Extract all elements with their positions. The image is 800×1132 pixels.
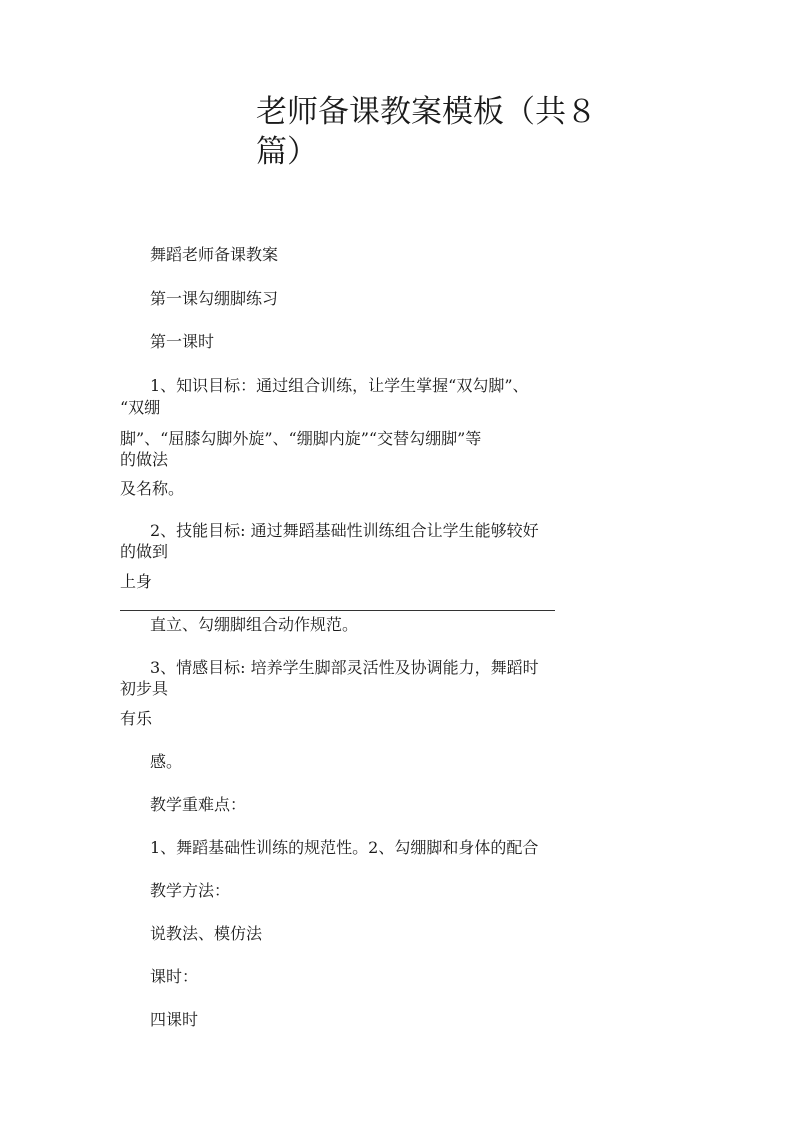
paragraph-knowledge-goal-cont: 的做法: [120, 450, 169, 469]
paragraph-periods: 四课时: [150, 1010, 199, 1029]
paragraph-periods-heading: 课时：: [150, 967, 199, 986]
paragraph-emotion-goal-cont: 初步具: [120, 679, 169, 698]
paragraph-lesson-plan-heading: 舞蹈老师备课教案: [150, 245, 279, 264]
paragraph-skill-goal: 2、技能目标: 通过舞蹈基础性训练组合让学生能够较好: [150, 521, 539, 540]
paragraph-key-points: 1、舞蹈基础性训练的规范性。2、勾绷脚和身体的配合: [150, 838, 539, 857]
paragraph-skill-goal-cont: 上身: [120, 572, 153, 591]
title-line-2: 篇）: [256, 134, 318, 170]
document-title: [256, 92, 597, 172]
paragraph-knowledge-goal-cont: “双绷: [120, 398, 161, 417]
paragraph-knowledge-goal-cont: 及名称。: [120, 479, 185, 498]
paragraph-lesson-title: 第一课勾绷脚练习: [150, 289, 279, 308]
paragraph-emotion-goal-cont: 感。: [150, 752, 183, 771]
paragraph-skill-goal-cont: 直立、勾绷脚组合动作规范。: [150, 615, 359, 634]
paragraph-methods: 说教法、模仿法: [150, 924, 263, 943]
paragraph-skill-goal-cont: 的做到: [120, 542, 169, 561]
paragraph-first-period: 第一课时: [150, 332, 215, 351]
paragraph-emotion-goal: 3、情感目标: 培养学生脚部灵活性及协调能力，舞蹈时: [150, 658, 539, 677]
paragraph-key-points-heading: 教学重难点：: [150, 795, 247, 814]
horizontal-rule: [120, 610, 555, 611]
title-line-1: 老师备课教案模板（共８: [256, 94, 597, 130]
paragraph-knowledge-goal-cont: 脚”、“屈膝勾脚外旋”、“绷脚内旋”“交替勾绷脚”等: [120, 429, 482, 448]
paragraph-knowledge-goal: 1、知识目标：通过组合训练，让学生掌握“双勾脚”、: [150, 376, 529, 395]
paragraph-emotion-goal-cont: 有乐: [120, 709, 153, 728]
paragraph-methods-heading: 教学方法：: [150, 881, 231, 900]
